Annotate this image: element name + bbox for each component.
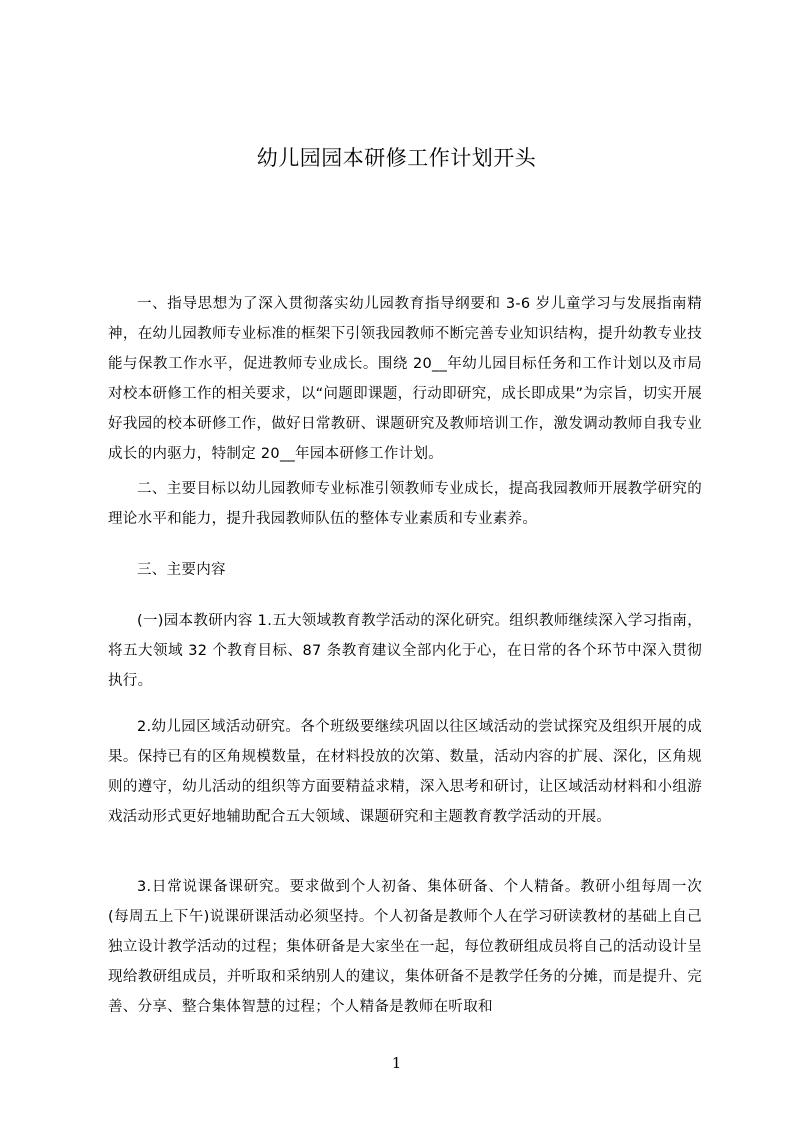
paragraph-main-goals: 二、主要目标以幼儿园教师专业标准引领教师专业成长，提高我园教师开展教学研究的理论水平和能力，提升我园教师队伍的整体专业素质和专业素养。: [108, 481, 702, 527]
paragraph-lesson-preparation-research: 3.日常说课备课研究。要求做到个人初备、集体研备、个人精备。教研小组每周一次(每周五上下午)说课研课活动必须坚持。个人初备是教师个人在学习研读教材的基础上自己独立设计教学活动的过程；集体研备是大家坐在一起，每位教研组成员将自己的活动设计呈现给教研组成员，并听取和采纳别人的建议，集体研备不是教学任务的分摊，而是提升、完善、分享、整合集体智慧的过程；个人精备是教师在听取和: [108, 879, 702, 1015]
paragraph-research-content: (一)园本教研内容 1.五大领域教育教学活动的深化研究。组织教师继续深入学习指南，将五大领域 32 个教育目标、87 条教育建议全部内化于心，在日常的各个环节中深入贯彻执行。: [108, 613, 702, 689]
document-title: 幼儿园园本研修工作计划开头: [256, 146, 537, 170]
paragraph-main-content-heading: 三、主要内容: [137, 562, 226, 578]
page-number: 1: [391, 1054, 402, 1072]
paragraph-guiding-ideology: 一、指导思想为了深入贯彻落实幼儿园教育指导纲要和 3-6 岁儿童学习与发展指南精神，在幼儿园教师专业标准的框架下引领我园教师不断完善专业知识结构，提升幼教专业技能与保教工作水平，促进教师专业成长。围绕 20__年幼儿园目标任务和工作计划以及市局对校本研修工作的相关要求，以“问题即课题，行动即研究，成长即成果”为宗旨，切实开展好我园的校本研修工作，做好日常教研、课题研究及教师培训工作，激发调动教师自我专业成长的内驱力，特制定 20__年园本研修工作计划。: [108, 296, 702, 462]
paragraph-area-activity-research: 2.幼儿园区域活动研究。各个班级要继续巩固以往区域活动的尝试探究及组织开展的成果。保持已有的区角规模数量，在材料投放的次第、数量，活动内容的扩展、深化，区角规则的遵守，幼儿活动的组织等方面要精益求精，深入思考和研讨，让区域活动材料和小组游戏活动形式更好地辅助配合五大领域、课题研究和主题教育教学活动的开展。: [108, 719, 702, 825]
